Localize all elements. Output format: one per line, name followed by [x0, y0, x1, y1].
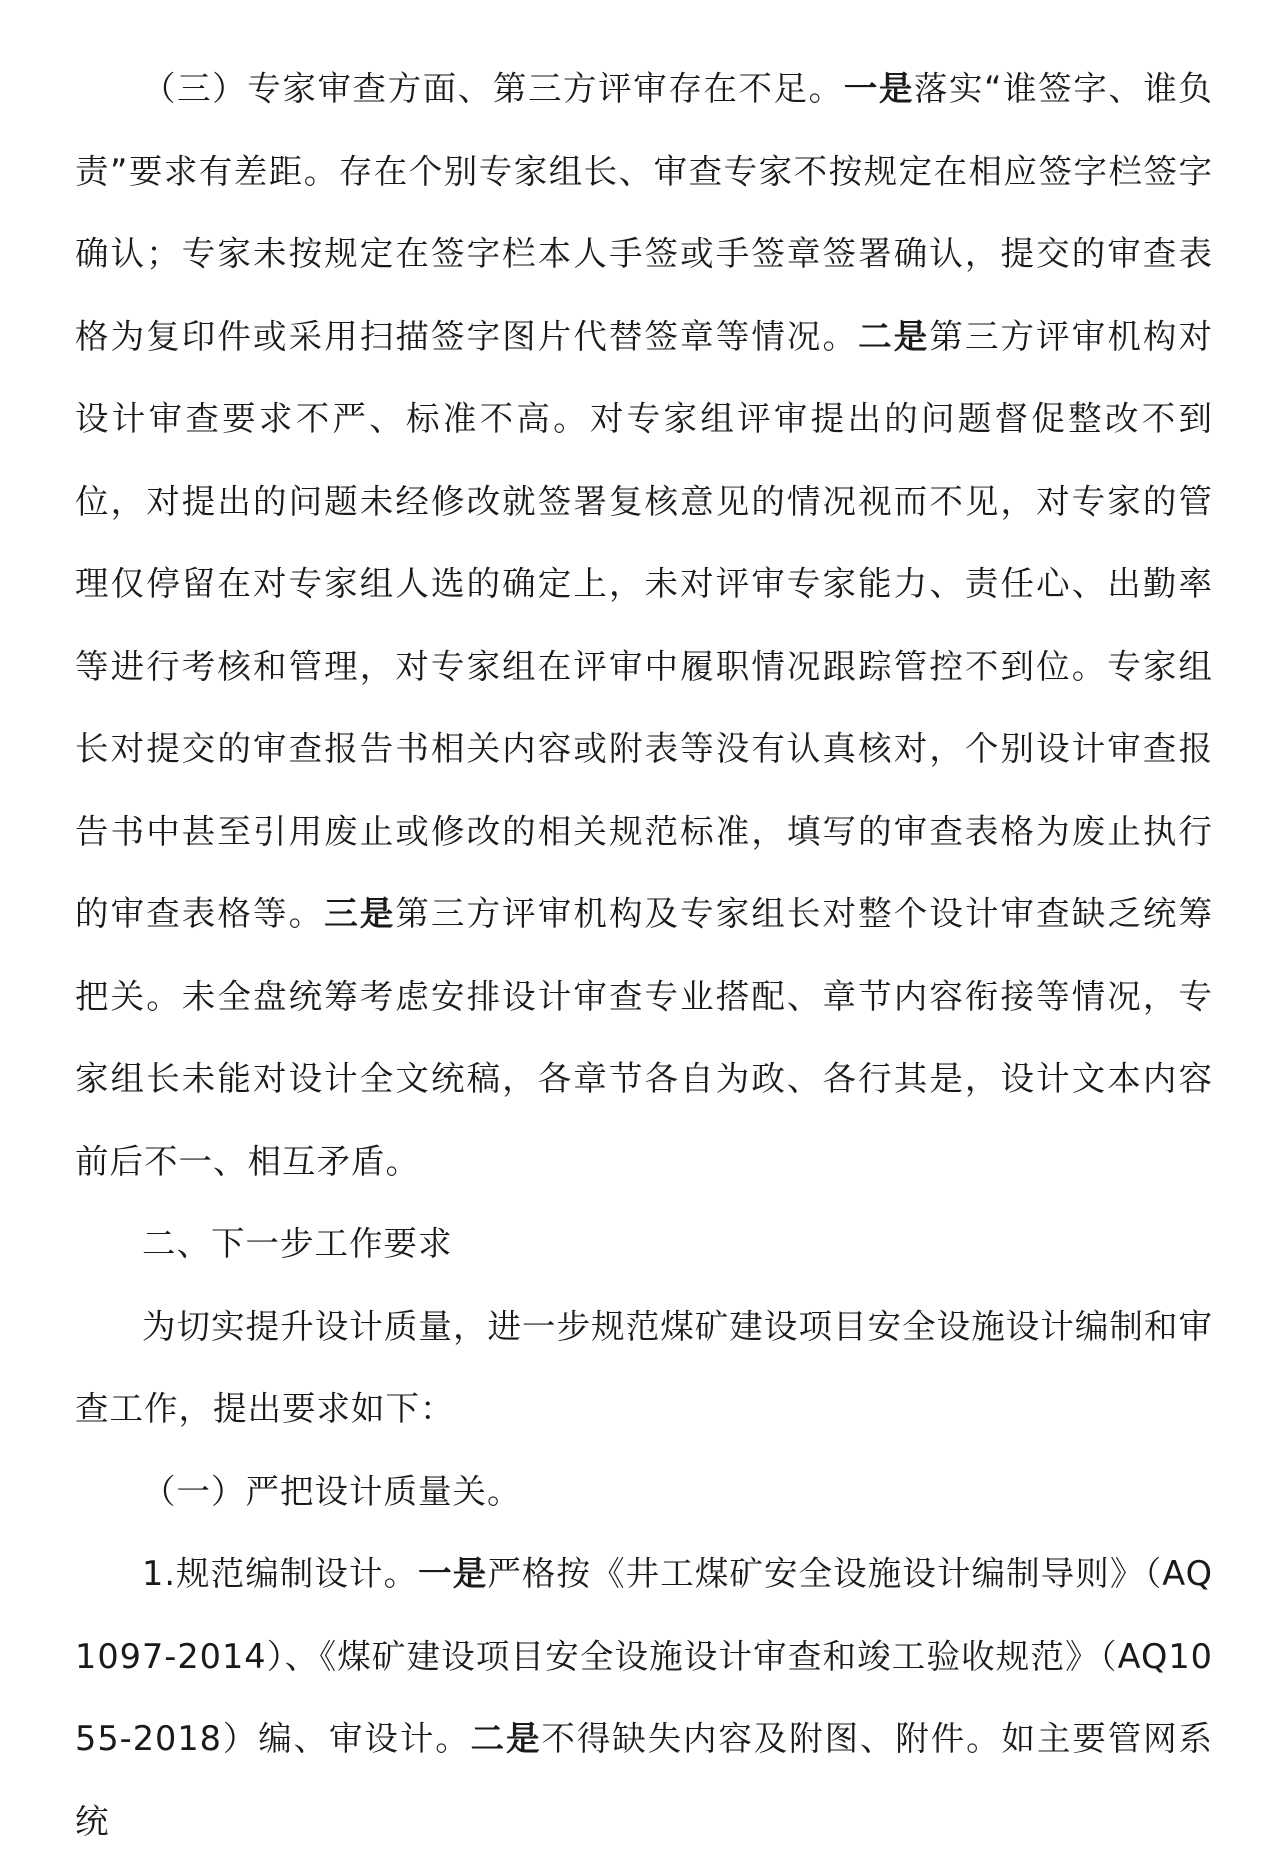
document-page: [75, 48, 1214, 1841]
paragraph-standardize-design: [75, 1533, 1213, 1863]
text-segment: 落实“谁签字、谁负责”要求有差距。存在个别专家组长、审查专家不按规定在相应签字栏签字确认；专家未按规定在签字栏本人手签或手签章签署确认，提交的审查表格为复印件或采用扫描签字图片代替签章等情况。: [75, 69, 1214, 356]
subheading-design-quality: [75, 1451, 1213, 1534]
paragraph-expert-review-deficiencies: [75, 48, 1213, 1203]
bold-ordinal-first: 一是: [843, 69, 914, 108]
text-segment: 不得缺失内容及附图、附件。如主要管网系统: [75, 1719, 1214, 1841]
text-segment: （三）专家审查方面、第三方评审存在不足。: [142, 69, 844, 108]
text-segment: 第三方评审机构对设计审查要求不严、标准不高。对专家组评审提出的问题督促整改不到位，对提出的问题未经修改就签署复核意见的情况视而不见，对专家的管理仅停留在对专家组人选的确定上，未对评审专家能力、责任心、出勤率等进行考核和管理，对专家组在评审中履职情况跟踪管控不到位。专家组长对提交的审查报告书相关内容或附表等没有认真核对，个别设计审查报告书中甚至引用废止或修改的相关规范标准，填写的审查表格为废止执行的审查表格等。: [75, 316, 1214, 933]
heading-text: （一）严把设计质量关。: [142, 1471, 522, 1511]
text-segment: 第三方评审机构及专家组长对整个设计审查缺乏统筹把关。未全盘统筹考虑安排设计审查专业搭配、章节内容衔接等情况，专家组长未能对设计全文统稿，各章节各自为政、各行其是，设计文本内容前后不一、相互矛盾。: [75, 894, 1214, 1181]
bold-ordinal-first: 一是: [418, 1554, 488, 1593]
paragraph-intro-requirements: [75, 1286, 1213, 1451]
bold-ordinal-second: 二是: [858, 316, 930, 356]
text-segment: 1.规范编制设计。: [142, 1554, 419, 1593]
bold-ordinal-third: 三是: [324, 894, 396, 933]
bold-ordinal-second: 二是: [470, 1719, 542, 1758]
text-segment: 为切实提升设计质量，进一步规范煤矿建设项目安全设施设计编制和审查工作，提出要求如下：: [75, 1306, 1213, 1428]
text-segment: 严格按《井工煤矿安全设施设计编制导则》（AQ 1097-2014）、《煤矿建设项目安全设施设计审查和竣工验收规范》（AQ1055-2018）编、审设计。: [75, 1554, 1213, 1758]
section-heading-next-steps: [75, 1203, 1213, 1286]
heading-text: 二、下一步工作要求: [142, 1224, 453, 1263]
